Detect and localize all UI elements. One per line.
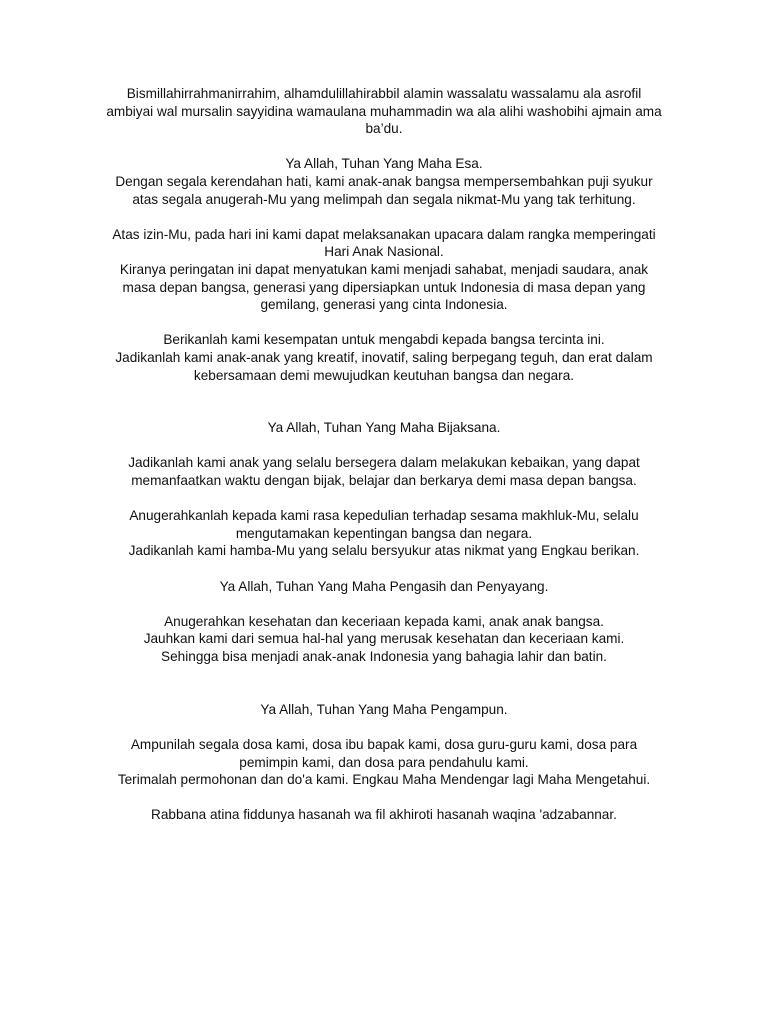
paragraph-maha-pengampun (84, 701, 684, 719)
text-line: Berikanlah kami kesempatan untuk mengabdi kepada bangsa tercinta ini. (163, 332, 605, 348)
text-line: Ya Allah, Tuhan Yang Maha Bijaksana. (267, 420, 501, 436)
document-page (0, 85, 768, 824)
text-line: Jadikanlah kami anak yang selalu bersegera dalam melakukan kebaikan, yang dapat (128, 455, 640, 471)
paragraph-opening (84, 85, 684, 138)
text-line: pemimpin kami, dan dosa para pendahulu kami. (239, 754, 529, 770)
text-line: Hari Anak Nasional. (324, 244, 444, 260)
paragraph-hari-anak (84, 226, 684, 314)
text-line: Ya Allah, Tuhan Yang Maha Pengasih dan Penyayang. (219, 578, 549, 594)
text-line: Jadikanlah kami anak-anak yang kreatif, inovatif, saling berpegang teguh, dan erat dalam (115, 349, 653, 365)
text-line: masa depan bangsa, generasi yang dipersiapkan untuk Indonesia di masa depan yang (122, 279, 646, 295)
paragraph-rabbana (84, 806, 684, 824)
text-line: Dengan segala kerendahan hati, kami anak-anak bangsa mempersembahkan puji syukur (115, 173, 653, 189)
paragraph-mengabdi (84, 331, 684, 384)
paragraph-maha-pengasih (84, 578, 684, 596)
text-line: Terimalah permohonan dan do'a kami. Engkau Maha Mendengar lagi Maha Mengetahui. (117, 772, 651, 788)
text-line: memanfaatkan waktu dengan bijak, belajar dan berkarya demi masa depan bangsa. (131, 473, 637, 489)
text-line: kebersamaan demi mewujudkan keutuhan bangsa dan negara. (193, 367, 575, 383)
text-line: Kiranya peringatan ini dapat menyatukan kami menjadi sahabat, menjadi saudara, anak (119, 261, 649, 277)
text-line: Jauhkan kami dari semua hal-hal yang merusak kesehatan dan keceriaan kami. (143, 631, 625, 647)
text-line: Ya Allah, Tuhan Yang Maha Esa. (285, 156, 483, 172)
paragraph-kebaikan (84, 454, 684, 489)
text-line: ambiyai wal mursalin sayyidina wamaulana muhammadin wa ala alihi washobihi ajmain ama (106, 103, 662, 119)
text-line: Ampunilah segala dosa kami, dosa ibu bapak kami, dosa guru-guru kami, dosa para (130, 736, 638, 752)
text-line: Sehingga bisa menjadi anak-anak Indonesia yang bahagia lahir dan batin. (161, 649, 607, 664)
text-line: Atas izin-Mu, pada hari ini kami dapat melaksanakan upacara dalam rangka memperingati (112, 226, 656, 242)
text-line: atas segala anugerah-Mu yang melimpah dan segala nikmat-Mu yang tak terhitung. (132, 191, 636, 207)
text-line: Jadikanlah kami hamba-Mu yang selalu bersyukur atas nikmat yang Engkau berikan. (128, 543, 640, 559)
text-line: Rabbana atina fiddunya hasanah wa fil akhiroti hasanah waqina 'adzabannar. (151, 807, 617, 823)
text-line: Ya Allah, Tuhan Yang Maha Pengampun. (260, 701, 508, 717)
text-line: mengutamakan kepentingan bangsa dan negara. (235, 525, 533, 541)
text-line: Anugerahkanlah kepada kami rasa kepedulian terhadap sesama makhluk-Mu, selalu (129, 508, 639, 524)
text-line: Bismillahirrahmanirrahim, alhamdulillahirabbil alamin wassalatu wassalamu ala asrofil (126, 86, 642, 101)
paragraph-kesehatan (84, 613, 684, 666)
paragraph-maha-bijaksana (84, 419, 684, 437)
paragraph-maha-esa (84, 155, 684, 208)
paragraph-kepedulian (84, 507, 684, 560)
text-line: Anugerahkan kesehatan dan keceriaan kepada kami, anak anak bangsa. (164, 613, 604, 629)
paragraph-ampunilah (84, 736, 684, 789)
text-line: gemilang, generasi yang cinta Indonesia. (260, 297, 508, 313)
text-line: ba’du. (365, 121, 403, 137)
